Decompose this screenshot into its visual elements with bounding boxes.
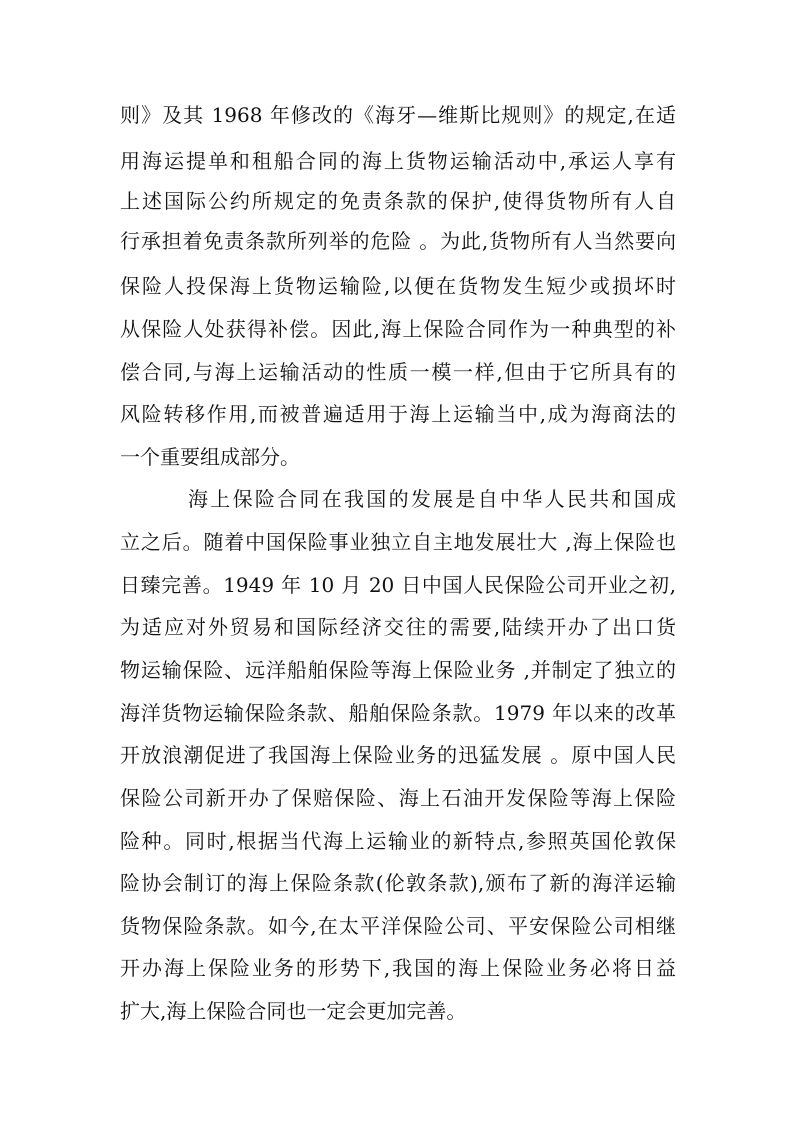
text-line: 保险公司新开办了保赔保险、海上石油开发保险等海上保险 xyxy=(120,786,676,810)
text-line: 从保险人处获得补偿。因此,海上保险合同作为一种典型的补 xyxy=(120,317,676,341)
text-line: 行承担着免责条款所列举的危险 。为此,货物所有人当然要向 xyxy=(120,229,676,253)
text-line: 立之后。随着中国保险事业独立自主地发展壮大 ,海上保险也 xyxy=(120,530,676,554)
text-line: 偿合同,与海上运输活动的性质一模一样,但由于它所具有的 xyxy=(120,360,676,384)
text-line: 海洋货物运输保险条款、船舶保险条款。1979 年以来的改革 xyxy=(120,701,676,725)
text-line: 则》及其 1968 年修改的《海牙—维斯比规则》的规定,在适 xyxy=(120,103,676,127)
text-line: 物运输保险、远洋船舶保险等海上保险业务 ,并制定了独立的 xyxy=(120,658,676,682)
text-line: 货物保险条款。如今,在太平洋保险公司、平安保险公司相继 xyxy=(120,914,676,938)
text-line: 用海运提单和租船合同的海上货物运输活动中,承运人享有 xyxy=(120,149,676,173)
text-line: 为适应对外贸易和国际经济交往的需要,陆续开办了出口货 xyxy=(120,615,676,639)
text-line: 开放浪潮促进了我国海上保险业务的迅猛发展 。原中国人民 xyxy=(120,743,676,767)
text-line: 险协会制订的海上保险条款(伦敦条款),颁布了新的海洋运输 xyxy=(120,871,676,895)
text-line: 日臻完善。1949 年 10 月 20 日中国人民保险公司开业之初, xyxy=(120,573,676,597)
text-line: 开办海上保险业务的形势下,我国的海上保险业务必将日益 xyxy=(120,956,676,980)
text-line: 风险转移作用,而被普遍适用于海上运输当中,成为海商法的 xyxy=(120,402,676,426)
text-line: 一个重要组成部分。 xyxy=(120,445,300,469)
text-line: 险种。同时,根据当代海上运输业的新特点,参照英国伦敦保 xyxy=(120,829,676,853)
text-line: 海上保险合同在我国的发展是自中华人民共和国成 xyxy=(188,487,676,511)
text-line: 扩大,海上保险合同也一定会更加完善。 xyxy=(120,999,467,1023)
text-line: 保险人投保海上货物运输险,以便在货物发生短少或损坏时 xyxy=(120,274,676,298)
text-line: 上述国际公约所规定的免责条款的保护,使得货物所有人自 xyxy=(120,189,676,213)
